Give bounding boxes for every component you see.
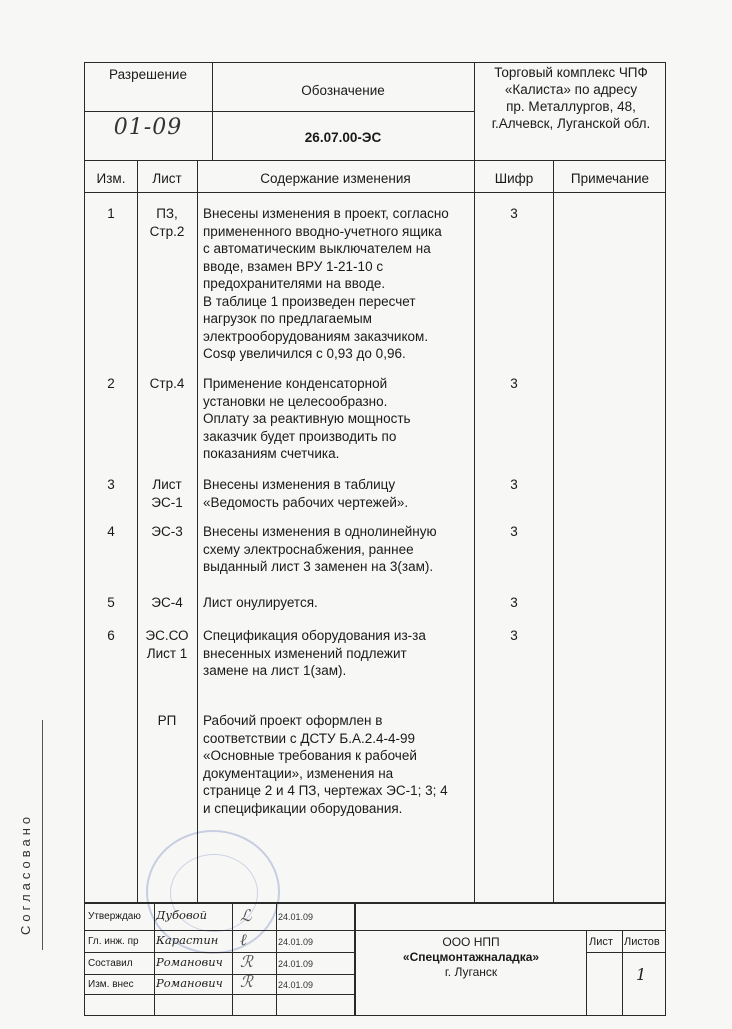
row-content-line: «Основные требования к рабочей — [203, 748, 417, 763]
role-changed: Изм. внес — [88, 979, 134, 990]
company-line-1: ООО НПП — [442, 935, 500, 949]
row-content-line: Оплату за реактивную мощность — [203, 411, 411, 426]
date-2: 24.01.09 — [278, 937, 314, 947]
role-compiled: Составил — [88, 958, 133, 969]
signature-3: ℛ — [240, 952, 253, 971]
row-code: 3 — [510, 206, 518, 221]
date-1: 24.01.09 — [278, 912, 314, 922]
name-changed: Романович — [156, 976, 223, 990]
row-content-line: заказчик будет производить по — [203, 428, 397, 444]
row-content-line: Cosφ увеличился с 0,93 до 0,96. — [203, 346, 406, 361]
signature-2: ℓ — [240, 930, 247, 949]
side-approval-label: Согласовано — [18, 812, 33, 935]
date-4: 24.01.09 — [278, 980, 314, 990]
row-sheet: ЭС-1 — [151, 494, 183, 510]
row-content-line: замене на лист 1(зам). — [203, 663, 347, 678]
row-content-line: В таблице 1 произведен пересчет — [203, 293, 416, 309]
row-code: 3 — [510, 595, 518, 610]
row-sheet: Стр.2 — [149, 223, 185, 239]
name-compiled: Романович — [156, 955, 223, 969]
col-change: Изм. — [96, 171, 126, 186]
sheets-value: 1 — [636, 965, 647, 984]
row-number: 2 — [107, 376, 115, 391]
date-3: 24.01.09 — [278, 959, 314, 969]
row-code: 3 — [510, 628, 518, 643]
row-content-line: Рабочий проект оформлен в — [203, 713, 383, 728]
row-number: 3 — [107, 477, 115, 492]
row-content-line: показаниям счетчика. — [203, 446, 340, 461]
row-content-line: выданный лист 3 заменен на 3(зам). — [203, 559, 434, 574]
name-chief-engineer: Карастин — [156, 933, 219, 947]
row-code: 3 — [510, 524, 518, 539]
permission-label: Разрешение — [109, 67, 187, 82]
row-sheet: Лист 1 — [146, 645, 188, 661]
row-content-line: и спецификации оборудования. — [203, 800, 403, 816]
row-content-line: Спецификация оборудования из-за — [203, 628, 426, 643]
row-content-line: соответствии с ДСТУ Б.А.2.4-4-99 — [203, 730, 416, 746]
row-content-line: странице 2 и 4 ПЗ, чертежах ЭС-1; 3; 4 — [203, 783, 448, 798]
row-content-line: электрооборудованиям заказчиком. — [203, 328, 429, 344]
row-code: 3 — [510, 477, 518, 492]
row-content-line: внесенных изменений подлежит — [203, 645, 407, 661]
row-content-line: документации», изменения на — [203, 765, 394, 781]
permission-value: 01-09 — [113, 115, 183, 140]
col-content: Содержание изменения — [260, 171, 411, 186]
signature-1: ℒ — [240, 906, 252, 925]
row-code: 3 — [510, 376, 518, 391]
row-number: 5 — [107, 595, 115, 610]
row-number: 1 — [107, 206, 115, 221]
row-content-line: схему электроснабжения, раннее — [203, 541, 414, 557]
row-sheet: Лист — [152, 477, 182, 492]
row-sheet: РП — [157, 713, 177, 728]
row-content-line: примененного вводно-учетного ящика — [203, 223, 442, 239]
row-sheet: Стр.4 — [149, 376, 185, 391]
document-page: Согласовано Разрешение Обозначение 01-09 26.07.00-ЭС Торговый комплекс ЧПФ «Калиста» по адресу пр. Металлургов, 48, г.Алчевск, Луганской обл. Изм. Лист Содержание изменения Шифр Примечание 1 ПЗ, Стр.2 Внесены изменения в проект, согласно примененного вводно-учетного ящика с автоматическим выключателем на вводе, взамен ВРУ 1-21-10 с предохранителями на вводе. В таблице 1 произведен пересчет нагрузок по предлагаемым электрооборудованиям заказчиком. Cosφ увеличился с 0,93 до 0,96. 3 2 Стр.4 Применение конденсаторной установки не целесообразно. Оплату за реактивную мощность заказчик будет производить по показаниям счетчика. 3 3 Лист ЭС-1 Внесены изменения в таблицу «Ведомость рабочих чертежей». 3 4 ЭС-3 Внесены изменения в однолинейную схему электроснабжения, раннее выданный лист 3 заменен на 3(зам). 3 5 ЭС-4 Лист онулируется. 3 6 ЭС.СО Лист 1 Спецификация оборудования из-за внесенных изменений подлежит замене на лист 1(зам). 3 РП Рабочий проект оформлен в соответствии с ДСТУ Б.А.2.4-4-99 «Основные требования к рабочей документации», изменения на странице 2 и 4 ПЗ, чертежах ЭС-1; 3; 4 и спецификации оборудования. Утверждаю Гл. инж. пр Составил Изм. внес Дубовой Карастин Романович Романович ℒ ℓ ℛ ℛ 24.01.09 24.01.09 24.01.09 24.01.09 ООО НПП «Спецмонтажналадка» г. Луганск Лист Листов 1 — [0, 0, 732, 1029]
role-approve: Утверждаю — [88, 911, 141, 922]
col-sheet: Лист — [152, 171, 182, 186]
row-content-line: предохранителями на вводе. — [203, 276, 386, 291]
designation-value: 26.07.00-ЭС — [304, 130, 382, 145]
signature-4: ℛ — [240, 972, 253, 991]
row-sheet: ЭС.СО — [145, 628, 189, 643]
row-content-line: Внесены изменения в однолинейную — [203, 524, 437, 539]
row-sheet: ЭС-4 — [151, 595, 183, 610]
company-line-2: «Спецмонтажналадка» — [402, 950, 540, 964]
sheet-label: Лист — [589, 936, 613, 948]
sheets-label: Листов — [624, 936, 660, 948]
name-approve: Дубовой — [156, 908, 207, 922]
col-note: Примечание — [570, 171, 650, 186]
row-content-line: вводе, взамен ВРУ 1-21-10 с — [203, 258, 384, 274]
role-chief-engineer: Гл. инж. пр — [88, 936, 139, 947]
row-number: 6 — [107, 628, 115, 643]
row-content-line: с автоматическим выключателем на — [203, 241, 431, 256]
row-sheet: ЭС-3 — [151, 524, 183, 539]
company-line-3: г. Луганск — [444, 965, 498, 979]
row-content-line: Внесены изменения в таблицу — [203, 477, 396, 492]
designation-label: Обозначение — [301, 83, 385, 98]
row-content-line: нагрузок по предлагаемым — [203, 311, 372, 326]
row-content-line: Лист онулируется. — [203, 595, 318, 610]
row-content-line: «Ведомость рабочих чертежей». — [203, 494, 409, 510]
side-border — [42, 720, 43, 950]
row-content-line: установки не целесообразно. — [203, 393, 388, 409]
row-content-line: Применение конденсаторной — [203, 376, 388, 391]
row-content-line: Внесены изменения в проект, согласно — [203, 206, 449, 221]
row-sheet: ПЗ, — [156, 206, 178, 221]
row-number: 4 — [107, 524, 115, 539]
col-code: Шифр — [494, 171, 534, 186]
